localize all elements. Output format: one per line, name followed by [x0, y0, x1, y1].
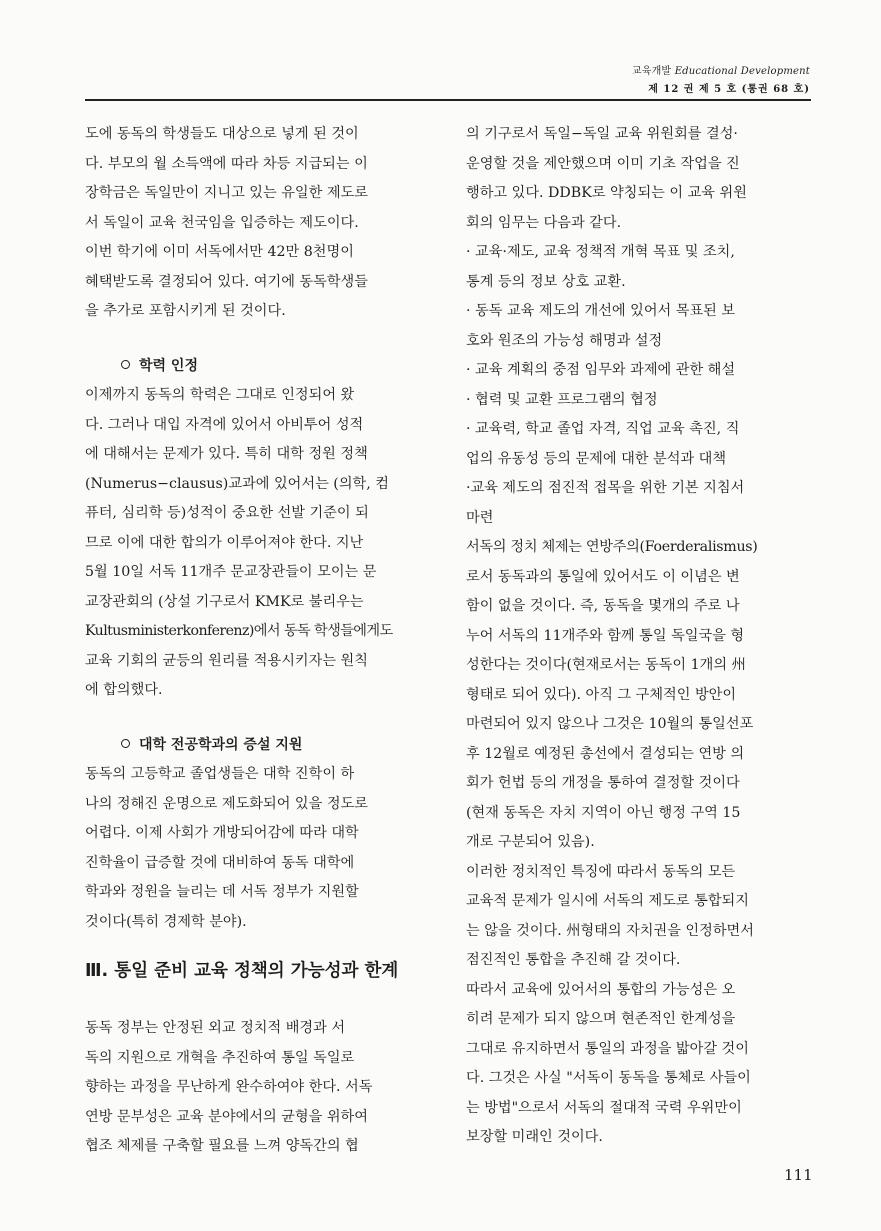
left-column: [85, 120, 435, 1162]
text-line: 연방 문부성은 교육 분야에서의 균형을 위하여: [85, 1108, 368, 1125]
text-line: 이제까지 동독의 학력은 그대로 인정되어 왔: [85, 387, 355, 403]
page-number: 111: [784, 1166, 813, 1184]
text-line: 행하고 있다. DDBK로 약칭되는 이 교육 위원: [466, 185, 747, 201]
subheading-text: 학력 인정: [139, 357, 198, 374]
journal-title: [632, 62, 810, 77]
spacer: [85, 327, 435, 352]
text-line: 을 추가로 포함시키게 된 것이다.: [85, 303, 286, 319]
text-line: 독의 지원으로 개혁을 추진하여 통일 독일로: [85, 1049, 355, 1066]
text-line: 므로 이에 대한 합의가 이루어져야 한다. 지난: [85, 534, 364, 551]
text-line: 누어 서독의 11개주와 함께 통일 독일국을 형: [466, 627, 745, 644]
circle-bullet-icon: [121, 360, 130, 369]
text-line: 에 합의했다.: [85, 682, 163, 698]
text-line: 이번 학기에 이미 서독에서만 42만 8천명이: [85, 244, 354, 260]
text-line: 개로 구분되어 있음).: [466, 834, 595, 850]
text-line: 운영할 것을 제안했으며 이미 기초 작업을 진: [466, 155, 740, 172]
text-line: 형태로 되어 있다). 아직 그 구체적인 방안이: [466, 686, 737, 703]
text-line: (현재 동독은 자치 지역이 아닌 행정 구역 15: [466, 804, 741, 821]
text-line: 학과와 정원을 늘리는 데 서독 정부가 지원할: [85, 884, 359, 900]
list-item: ·교육 제도의 점진적 접목을 위한 기본 지침서: [466, 480, 745, 496]
text-line: 진학율이 급증할 것에 대비하여 동독 대학에: [85, 854, 355, 871]
text-line: 퓨터, 심리학 등)성적이 중요한 선발 기준이 되: [85, 505, 369, 521]
text-line: 회의 임무는 다음과 같다.: [466, 214, 622, 231]
text-line: 마련되어 있지 않으나 그것은 10월의 통일선포: [466, 716, 754, 732]
text-line: 회가 헌법 등의 개정을 통하여 결정할 것이다: [466, 775, 740, 791]
text-line: 이러한 정치적인 특징에 따라서 동독의 모든: [466, 863, 736, 880]
list-item: · 교육·제도, 교육 정책적 개혁 목표 및 조치,: [466, 244, 735, 260]
text-line: 동독의 고등학교 졸업생들은 대학 진학이 하: [85, 766, 355, 782]
subheading-university-support: [85, 731, 435, 761]
text-line: 것이다(특히 경제학 분야).: [85, 913, 247, 930]
list-item: · 협력 및 교환 프로그램의 협정: [466, 391, 658, 408]
text-line: 5월 10일 서독 11개주 문교장관들이 모이는 문: [85, 564, 377, 580]
spacer: [85, 706, 435, 731]
paragraph-block: [85, 120, 435, 327]
text-line: 함이 없을 것이다. 즉, 동독을 몇개의 주로 나: [466, 598, 740, 614]
text-line: 그대로 유지하면서 통일의 과정을 밟아갈 것이: [466, 1040, 749, 1057]
text-line: 따라서 교육에 있어서의 통합의 가능성은 오: [466, 981, 736, 998]
journal-title-en: Educational Development: [674, 66, 810, 77]
list-item: · 교육 계획의 중점 임무와 과제에 관한 해설: [466, 362, 736, 378]
text-line: 나의 정해진 운명으로 제도화되어 있을 정도로: [85, 795, 368, 812]
list-item: · 교육력, 학교 졸업 자격, 직업 교육 촉진, 직: [466, 421, 740, 437]
journal-title-ko: 교육개발: [631, 66, 672, 77]
text-line: 는 방법"으로서 서독의 절대적 국력 우위만이: [466, 1099, 742, 1116]
text-line: 협조 체제를 구축할 필요를 느껴 양독간의 협: [85, 1138, 359, 1154]
text-line: 동독 정부는 안정된 외교 정치적 배경과 서: [85, 1020, 346, 1036]
right-column: [466, 120, 816, 1153]
text-line: 다. 그러나 대입 자격에 있어서 아비투어 성적: [85, 416, 364, 433]
paragraph-block: [85, 381, 435, 706]
header-divider: [85, 99, 811, 101]
paragraph-block: [85, 1014, 435, 1162]
text-line: 마련: [466, 509, 494, 526]
text-line: 업의 유동성 등의 문제에 대한 분석과 대책: [466, 450, 727, 467]
text-line: 통계 등의 정보 상호 교환.: [466, 273, 626, 290]
text-line: 서 독일이 교육 천국임을 입증하는 제도이다.: [85, 214, 359, 231]
text-line: 성한다는 것이다(현재로서는 동독이 1개의 州: [466, 657, 746, 673]
text-line: (Numerus−clausus)교과에 있어서는 (의학, 컴: [85, 475, 389, 492]
text-line: 다. 부모의 월 소득액에 따라 차등 지급되는 이: [85, 155, 368, 172]
section-heading: Ⅲ. 통일 준비 교육 정책의 가능성과 한계: [85, 961, 399, 981]
subheading-text: 대학 전공학과의 증설 지원: [139, 736, 303, 753]
text-line: 서독의 정치 체제는 연방주의(Foerderalismus): [466, 539, 758, 555]
text-line: 어렵다. 이제 사회가 개방되어감에 따라 대학: [85, 825, 359, 841]
text-line: 장학금은 독일만이 지니고 있는 유일한 제도로: [85, 185, 368, 201]
text-line: 후 12월로 예정된 총선에서 결성되는 연방 의: [466, 745, 745, 762]
spacer: [85, 989, 435, 1014]
circle-bullet-icon: [121, 739, 130, 748]
list-item: · 동독 교육 제도의 개선에 있어서 목표된 보: [466, 303, 736, 319]
subheading-academic-recognition: [85, 352, 435, 382]
text-line: 다. 그것은 사실 "서독이 동독을 통체로 사들이: [466, 1070, 751, 1086]
text-line: 로서 동독과의 통일에 있어서도 이 이념은 변: [466, 568, 740, 585]
text-line: 교육적 문제가 일시에 서독의 제도로 통합되지: [466, 893, 749, 909]
paragraph-block: [85, 760, 435, 937]
spacer: [85, 937, 435, 953]
text-line: 의 기구로서 독일−독일 교육 위원회를 결성·: [466, 126, 738, 142]
issue-info: 제 12 권 제 5 호 (통권 68 호): [648, 84, 810, 95]
text-line: 도에 동독의 학생들도 대상으로 넣게 된 것이: [85, 126, 359, 142]
text-line: 혜택받도록 결정되어 있다. 여기에 동독학생들: [85, 273, 368, 290]
text-line: 호와 원조의 가능성 해명과 설정: [466, 332, 663, 349]
text-line: Kultusministerkonferenz)에서 동독 학생들에게도: [85, 623, 393, 639]
text-line: 교육 기회의 균등의 원리를 적용시키자는 원칙: [85, 652, 368, 669]
text-line: 교장관회의 (상설 기구로서 KMK로 불리우는: [85, 593, 364, 610]
text-line: 보장할 미래인 것이다.: [466, 1129, 603, 1145]
text-line: 는 않을 것이다. 州형태의 자치권을 인정하면서: [466, 922, 754, 939]
text-line: 점진적인 통합을 추진해 갈 것이다.: [466, 952, 681, 968]
text-line: 향하는 과정을 무난하게 완수하여야 한다. 서독: [85, 1079, 373, 1095]
text-line: 히려 문제가 되지 않으며 현존적인 한계성을: [466, 1011, 736, 1027]
text-line: 에 대해서는 문제가 있다. 특히 대학 정원 정책: [85, 446, 368, 462]
